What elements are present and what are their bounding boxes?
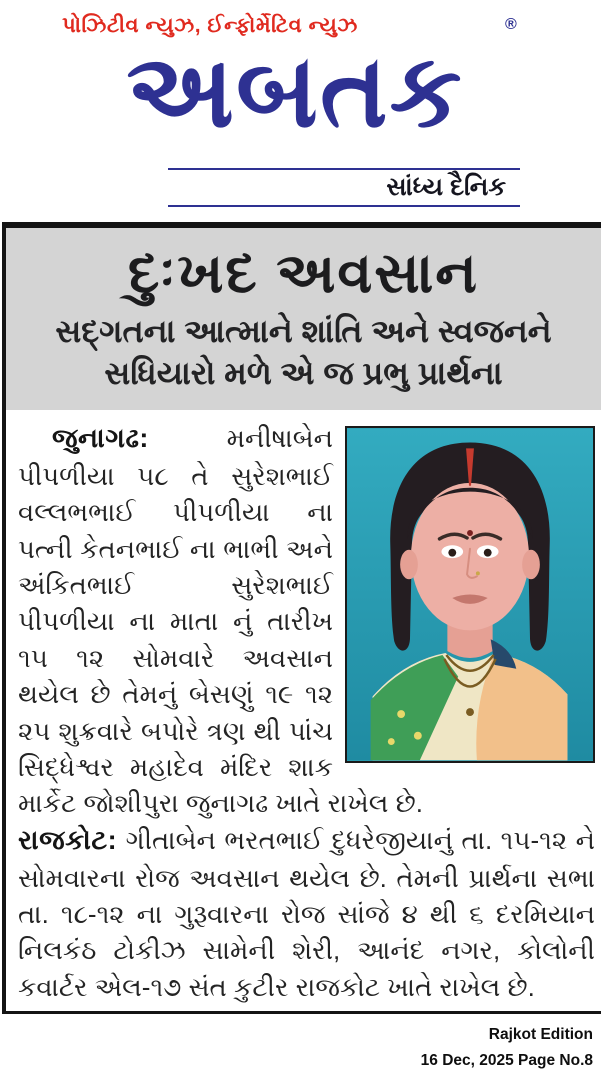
obituary-clipping xyxy=(2,222,601,1014)
notice-text-junagadh: મનીષાબેન પીપળીયા ૫૮ તે સુરેશભાઈ વલ્લભભાઈ પીપળીયા ના પત્ની કેતનભાઈ ના ભાભી અને અંકિતભાઈ સુરેશભાઈ પીપળીયા ના માતા નું તારીખ ૧૫ ૧૨ સોમવારે અવસાન થયેલ છે તેમનું બેસણું ૧૯ ૧૨ ૨૫ શુક્રવારે બપોરે ત્રણ થી પાંચ સિદ્ધેશ્વર મહાદેવ મંદિર શાક માર્કેટ જોશીપુરા જુનાગઢ ખાતે રાખેલ છે. xyxy=(18,423,423,819)
obituary-subtitle-line1: સદ્ગતના આત્માને શાંતિ અને સ્વજનને xyxy=(55,313,552,349)
notice-text-rajkot: ગીતાબેન ભરતભાઈ દુધરેજીયાનું તા. ૧૫-૧૨ ને સોમવારના રોજ અવસાન થયેલ છે. તેમની પ્રાર્થના સભા તા. ૧૮-૧૨ ના ગુરૂવારના રોજ સાંજે ૪ થી ૬ દરમિયાન નિલકંઠ ટોકીઝ સામેની શેરી, આનંદ નગર, કોલોની કવાર્ટર એલ-૧૭ સંત કુટીર રાજકોટ ખાતે રાખેલ છે. xyxy=(18,824,595,1002)
obituary-headline: દુઃખદ અવસાન xyxy=(127,241,480,304)
masthead-subbanner: સાંધ્ય દૈનિક xyxy=(168,168,520,207)
city-label-rajkot: રાજકોટ: xyxy=(18,824,118,855)
registered-trademark-icon: ® xyxy=(505,16,517,33)
obituary-subtitle-line2: સધિયારો મળે એ જ પ્રભુ પ્રાર્થના xyxy=(104,355,503,391)
obituary-header xyxy=(6,228,601,410)
portrait-illustration xyxy=(347,428,593,761)
obituary-notice-rajkot xyxy=(18,822,595,1005)
city-label-junagadh: જુનાગઢ: xyxy=(52,423,149,453)
newspaper-masthead xyxy=(0,0,601,222)
masthead-tagline: પોઝિટીવ ન્યુઝ, ઈન્ફોર્મેટિવ ન્યુઝ xyxy=(62,14,358,37)
abtak-logo: અબતક xyxy=(126,34,464,148)
page-footer xyxy=(0,1014,601,1073)
obituary-body xyxy=(6,410,601,1011)
date-page-label: 16 Dec, 2025 Page No.8 xyxy=(420,1051,593,1069)
edition-label: Rajkot Edition xyxy=(488,1026,593,1044)
deceased-photo xyxy=(345,426,595,763)
